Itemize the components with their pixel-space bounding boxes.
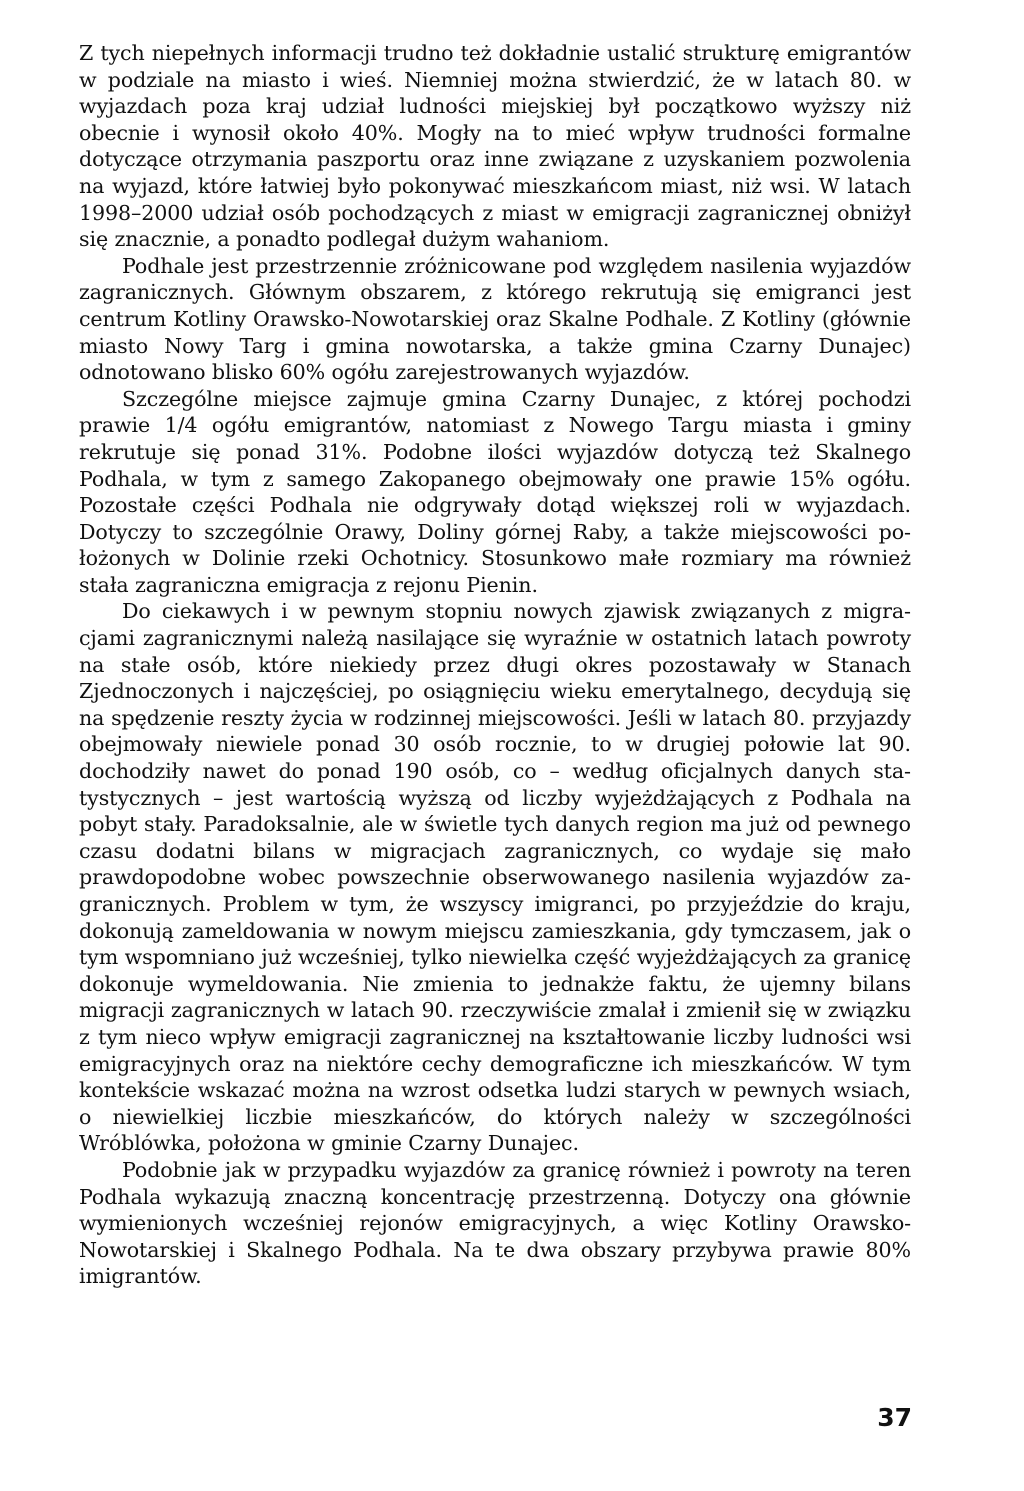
paragraph-3: Szczególne miejsce zajmuje gmina Czarny Dunajec, z której pochodzi prawie 1/4 ogółu emigrantów, natomiast z Nowego Targu miasta i gminy rekrutuje się ponad 31%. Podobne ilości wyjazdów dotyczą też Skalnego Podhala, w tym z samego Zakopanego obejmowały one prawie 15% ogółu. Pozostałe części Podhala nie odgrywały dotąd większej roli w wyjazdach. Dotyczy to szczególnie Orawy, Doliny górnej Raby, a także miejscowości położonych w Dolinie rzeki Ochotnicy. Stosunkowo małe rozmiary ma również stała zagraniczna emigracja z rejonu Pienin. [79, 386, 911, 597]
paragraph-2: Podhale jest przestrzennie zróżnicowane pod względem nasilenia wyjazdów zagranicznych. Głównym obszarem, z którego rekrutują się emigranci jest centrum Kotliny Orawsko-Nowotarskiej oraz Skalne Podhale. Z Kotliny (głównie miasto Nowy Targ i gmina nowotarska, a także gmina Czarny Dunajec) odnotowano blisko 60% ogółu zarejestrowanych wyjazdów. [79, 253, 911, 385]
page-number: 37 [877, 1403, 912, 1432]
paragraph-5: Podobnie jak w przypadku wyjazdów za granicę również i powroty na teren Podhala wykazują znaczną koncentrację przestrzenną. Dotyczy ona głównie wymienionych wcześniej rejonów emigracyjnych, a więc Kotliny Orawsko-Nowotarskiej i Skalnego Podhala. Na te dwa obszary przybywa prawie 80% imigrantów. [79, 1157, 911, 1289]
body-text [79, 40, 911, 1290]
paragraph-1: Z tych niepełnych informacji trudno też dokładnie ustalić strukturę emigrantów w podziale na miasto i wieś. Niemniej można stwierdzić, że w latach 80. w wyjazdach poza kraj udział ludności miejskiej był początkowo wyższy niż obecnie i wynosił około 40%. Mogły na to mieć wpływ trudności formalne dotyczące otrzymania paszportu oraz inne związane z uzyskaniem pozwolenia na wyjazd, które łatwiej było pokonywać mieszkańcom miast, niż wsi. W latach 1998–2000 udział osób pochodzących z miast w emigracji zagranicznej obniżył się znacznie, a ponadto podlegał dużym wahaniom. [79, 41, 911, 252]
paragraph-4: Do ciekawych i w pewnym stopniu nowych zjawisk związanych z migracjami zagranicznymi należą nasilające się wyraźnie w ostatnich latach powroty na stałe osób, które niekiedy przez długi okres pozostawały w Stanach Zjednoczonych i najczęściej, po osiągnięciu wieku emerytalnego, decydują się na spędzenie reszty życia w rodzinnej miejscowości. Jeśli w latach 80. przyjazdy obejmowały niewiele ponad 30 osób rocznie, to w drugiej połowie lat 90. dochodziły nawet do ponad 190 osób, co – według oficjalnych danych statystycznych – jest wartością wyższą od liczby wyjeżdżających z Podhala na pobyt stały. Paradoksalnie, ale w świetle tych danych region ma już od pewnego czasu dodatni bilans w migracjach zagranicznych, co wydaje się mało prawdopodobne wobec powszechnie obserwowanego nasilenia wyjazdów zagranicznych. Problem w tym, że wszyscy imigranci, po przyjeździe do kraju, dokonują zameldowania w nowym miejscu zamieszkania, gdy tymczasem, jak o tym wspomniano już wcześniej, tylko niewielka część wyjeżdżających za granicę dokonuje wymeldowania. Nie zmienia to jednakże faktu, że ujemny bilans migracji zagranicznych w latach 90. rzeczywiście zmalał i zmienił się w związku z tym nieco wpływ emigracji zagranicznej na kształtowanie liczby ludności wsi emigracyjnych oraz na niektóre cechy demograficzne ich mieszkańców. W tym kontekście wskazać można na wzrost odsetka ludzi starych w pewnych wsiach, o niewielkiej liczbie mieszkańców, do których należy w szczególności Wróblówka, położona w gminie Czarny Dunajec. [79, 599, 911, 1156]
